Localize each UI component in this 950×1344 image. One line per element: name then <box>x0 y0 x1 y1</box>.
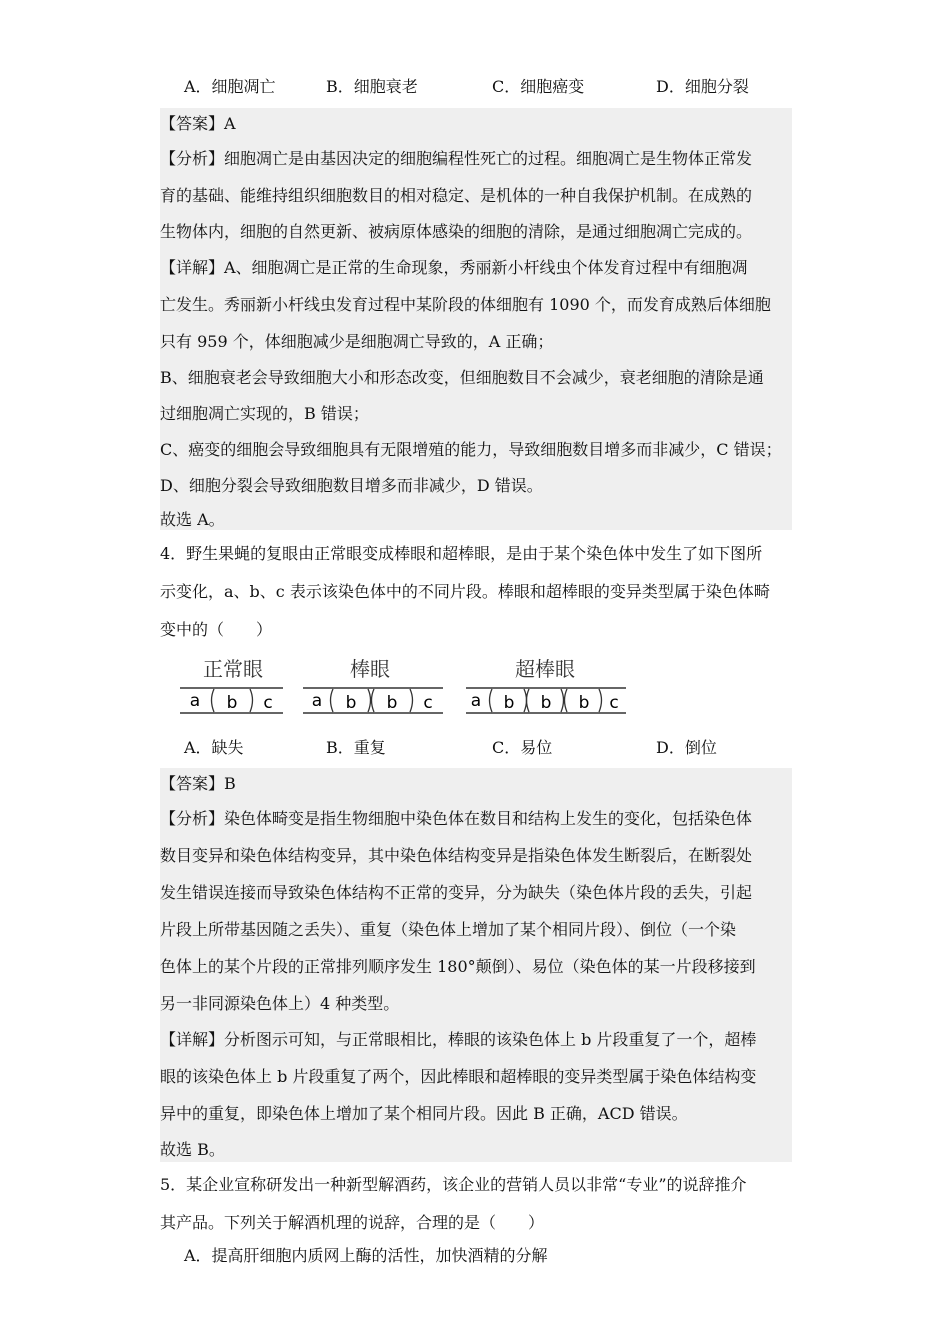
q4-stem-line: 示变化，a、b、c 表示该染色体中的不同片段。棒眼和超棒眼的变异类型属于染色体畸 <box>160 582 770 601</box>
segment-c: c <box>423 693 433 713</box>
q4-option-b: B．重复 <box>326 738 386 757</box>
q4-stem-line: 4．野生果蝇的复眼由正常眼变成棒眼和超棒眼，是由于某个染色体中发生了如下图所 <box>160 544 763 563</box>
q4-options <box>160 736 792 760</box>
q5-stem-line: 其产品。下列关于解酒机理的说辞，合理的是（ ） <box>160 1213 545 1232</box>
q4-analysis-line: 发生错误连接而导致染色体结构不正常的变异，分为缺失（染色体片段的丢失，引起 <box>160 883 753 902</box>
q4-option-c: C．易位 <box>492 738 553 757</box>
q4-analysis-line: 【分析】染色体畸变是指生物细胞中染色体在数目和结构上发生的变化，包括染色体 <box>160 809 753 828</box>
q3-option-c: C．细胞癌变 <box>492 77 585 96</box>
chromosome-bar <box>303 688 443 713</box>
chromosome-ultra-bar <box>466 688 626 713</box>
q5-stem-line: 5．某企业宣称研发出一种新型解酒药，该企业的营销人员以非常“专业”的说辞推介 <box>160 1175 747 1194</box>
q4-option-a: A．缺失 <box>184 738 244 757</box>
segment-b: b <box>386 693 398 713</box>
q3-detail-line: C、癌变的细胞会导致细胞具有无限增殖的能力，导致细胞数目增多而非减少，C 错误； <box>160 440 782 459</box>
segment-c: c <box>609 693 619 713</box>
q4-detail-line: 异中的重复，即染色体上增加了某个相同片段。因此 B 正确，ACD 错误。 <box>160 1104 688 1123</box>
q4-detail-line: 眼的该染色体上 b 片段重复了两个，因此棒眼和超棒眼的变异类型属于染色体结构变 <box>160 1067 757 1086</box>
segment-b: b <box>226 693 238 713</box>
q4-stem-line: 变中的（ ） <box>160 620 273 639</box>
q3-detail-line: D、细胞分裂会导致细胞数目增多而非减少，D 错误。 <box>160 476 543 495</box>
q4-analysis-line: 另一非同源染色体上）4 种类型。 <box>160 994 400 1013</box>
segment-a: a <box>470 691 482 711</box>
chromosome-normal <box>180 688 283 713</box>
q4-answer: 【答案】B <box>160 774 236 793</box>
q4-analysis-line: 数目变异和染色体结构变异，其中染色体结构变异是指染色体发生断裂后，在断裂处 <box>160 846 753 865</box>
q4-option-d: D．倒位 <box>656 738 717 757</box>
segment-a: a <box>189 691 201 711</box>
q3-option-d: D．细胞分裂 <box>656 77 749 96</box>
q4-solution <box>160 768 792 1162</box>
q3-answer: 【答案】A <box>160 114 236 133</box>
q3-option-a: A．细胞凋亡 <box>184 77 276 96</box>
chromosome-figure <box>178 655 638 717</box>
q3-detail-line: B、细胞衰老会导致细胞大小和形态改变，但细胞数目不会减少，衰老细胞的清除是通 <box>160 368 764 387</box>
q4-analysis-line: 片段上所带基因随之丢失）、重复（染色体上增加了某个相同片段）、倒位（一个染 <box>160 920 737 939</box>
segment-b: b <box>540 693 552 713</box>
q4-analysis-line: 色体上的某个片段的正常排列顺序发生 180°颠倒）、易位（染色体的某一片段移接到 <box>160 957 756 976</box>
q3-detail-line: 只有 959 个，体细胞减少是细胞凋亡导致的，A 正确； <box>160 332 554 351</box>
q3-option-b: B．细胞衰老 <box>326 77 418 96</box>
q3-detail-line: 【详解】A、细胞凋亡是正常的生命现象，秀丽新小杆线虫个体发育过程中有细胞凋 <box>160 258 748 277</box>
segment-b: b <box>503 693 515 713</box>
q3-analysis-line: 【分析】细胞凋亡是由基因决定的细胞编程性死亡的过程。细胞凋亡是生物体正常发 <box>160 149 753 168</box>
q4-detail-line: 【详解】分析图示可知，与正常眼相比，棒眼的该染色体上 b 片段重复了一个，超棒 <box>160 1030 757 1049</box>
label-normal-eye: 正常眼 <box>203 657 263 681</box>
q4-conclusion: 故选 B。 <box>160 1140 225 1159</box>
q3-solution <box>160 108 792 530</box>
q3-analysis-line: 育的基础、能维持组织细胞数目的相对稳定、是机体的一种自我保护机制。在成熟的 <box>160 186 753 205</box>
segment-b: b <box>578 693 590 713</box>
label-bar-eye: 棒眼 <box>350 657 390 681</box>
segment-a: a <box>311 691 323 711</box>
segment-b: b <box>345 693 357 713</box>
q3-options <box>160 75 792 99</box>
q3-detail-line: 亡发生。秀丽新小杆线虫发育过程中某阶段的体细胞有 1090 个，而发育成熟后体细胞 <box>160 295 771 314</box>
label-ultra-bar-eye: 超棒眼 <box>515 657 575 681</box>
segment-c: c <box>263 693 273 713</box>
q3-analysis-line: 生物体内，细胞的自然更新、被病原体感染的细胞的清除，是通过细胞凋亡完成的。 <box>160 222 753 241</box>
q5-option-a: A．提高肝细胞内质网上酶的活性，加快酒精的分解 <box>184 1246 548 1265</box>
q3-detail-line: 过细胞凋亡实现的，B 错误； <box>160 404 369 423</box>
q3-conclusion: 故选 A。 <box>160 510 225 529</box>
